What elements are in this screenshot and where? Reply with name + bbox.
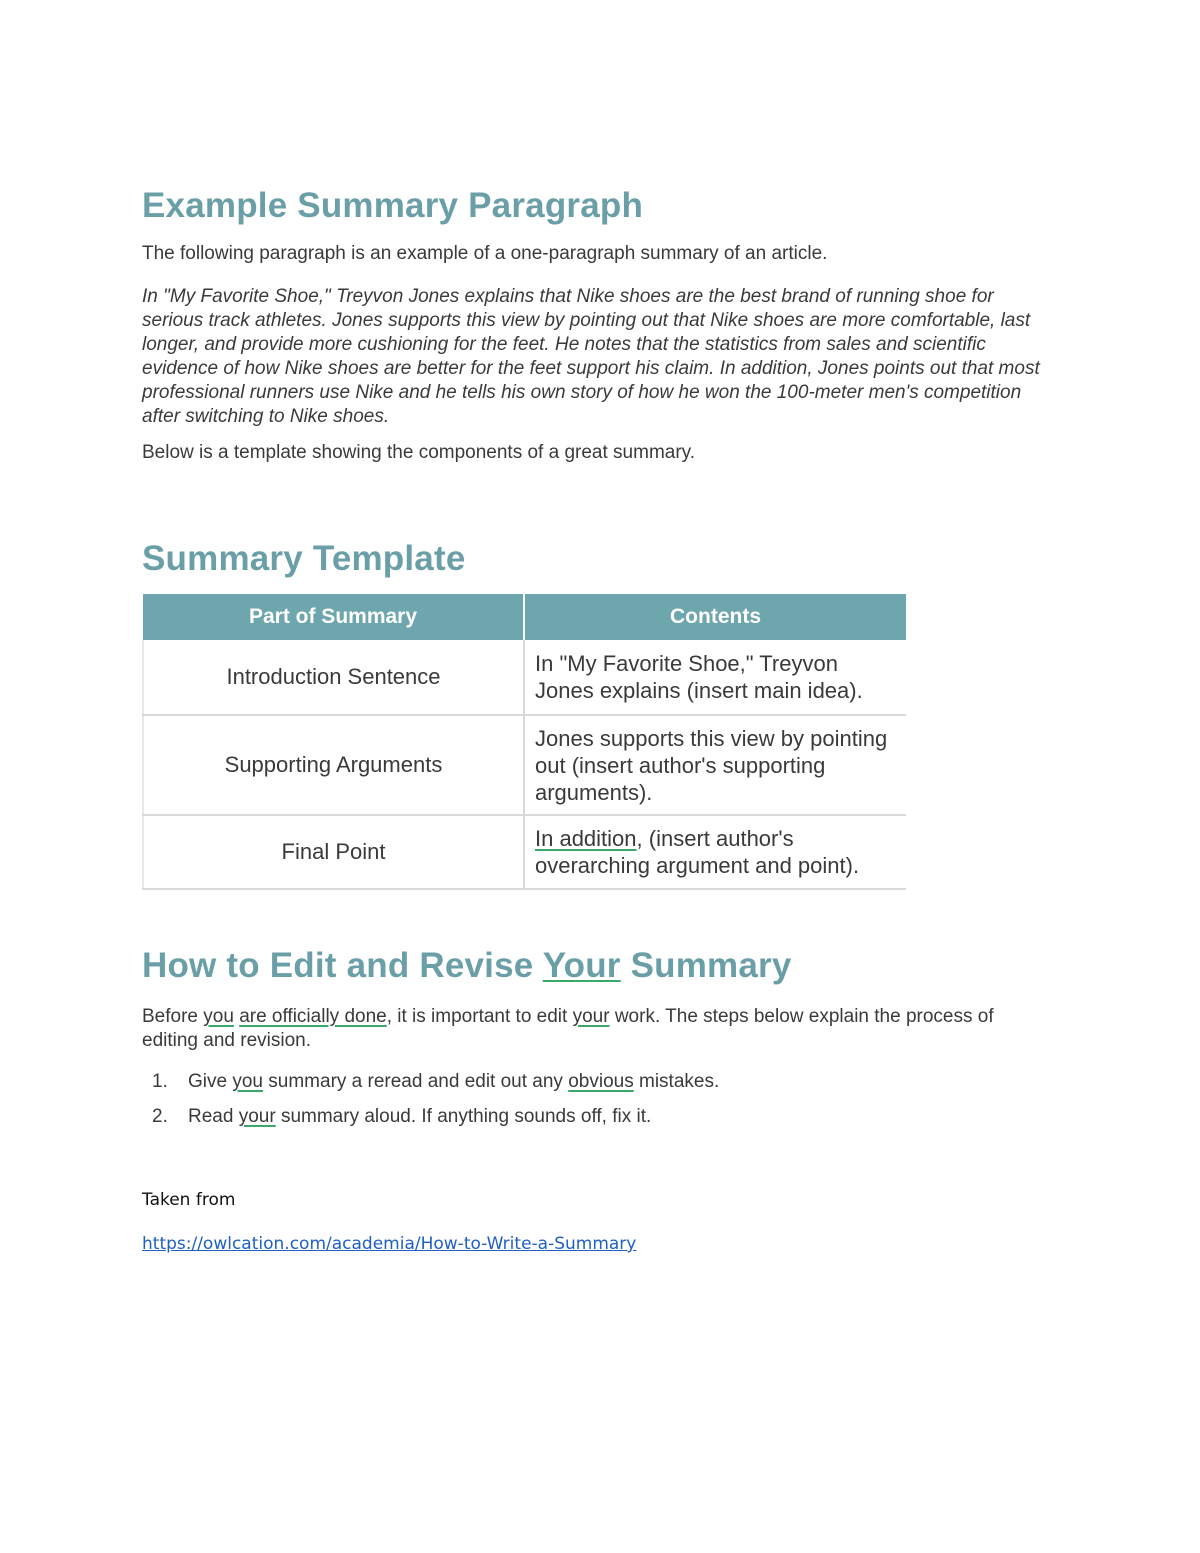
grammar-flagged-text: you xyxy=(203,1006,234,1027)
column-header-part: Part of Summary xyxy=(143,594,524,640)
heading-text: Summary xyxy=(620,946,792,985)
cell-part: Supporting Arguments xyxy=(143,715,524,815)
table-row xyxy=(143,715,906,815)
source-link[interactable]: https://owlcation.com/academia/How-to-Write-a-Summary xyxy=(142,1234,637,1254)
heading-edit-revise xyxy=(142,946,791,986)
grammar-flagged-text: your xyxy=(572,1006,610,1027)
example-summary-paragraph: In "My Favorite Shoe," Treyvon Jones explains that Nike shoes are the best brand of running shoe for serious track athletes. Jones supports this view by pointing out that Nike shoes are more comfortable, last longer, and provide more cushioning for the feet. He notes that the statistics from sales and scientific evidence of how Nike shoes are better for the feet support his claim. In addition, Jones points out that most professional runners use Nike and he tells his own story of how he won the 100-meter men's competition after switching to Nike shoes. xyxy=(142,286,1040,427)
grammar-flagged-text: obvious xyxy=(568,1071,634,1092)
cell-contents xyxy=(524,815,906,889)
table-row xyxy=(143,815,906,889)
edit-steps-list xyxy=(142,1070,719,1140)
cell-part: Final Point xyxy=(143,815,524,889)
intro-paragraph: The following paragraph is an example of a one-paragraph summary of an article. xyxy=(142,243,828,264)
grammar-flagged-text: are officially done xyxy=(239,1006,387,1027)
grammar-flagged-text: Your xyxy=(542,946,621,985)
text-run: mistakes. xyxy=(633,1071,720,1092)
list-number: 2. xyxy=(152,1106,168,1127)
text-run: Give xyxy=(188,1071,233,1092)
summary-template-table xyxy=(142,594,906,890)
list-number: 1. xyxy=(152,1071,168,1092)
text-run: summary aloud. If anything sounds off, fix it. xyxy=(275,1106,652,1127)
column-header-contents: Contents xyxy=(524,594,906,640)
grammar-flagged-text: your xyxy=(238,1106,276,1127)
text-run: Before xyxy=(142,1006,204,1027)
text-run: , it is important to edit xyxy=(386,1006,573,1027)
grammar-flagged-text: you xyxy=(232,1071,263,1092)
grammar-flagged-text: In addition xyxy=(535,826,637,851)
text-run: summary a reread and edit out any xyxy=(263,1071,569,1092)
text-run: Read xyxy=(188,1106,239,1127)
cell-contents: In "My Favorite Shoe," Treyvon Jones explains (insert main idea). xyxy=(524,640,906,715)
heading-summary-template: Summary Template xyxy=(142,539,466,578)
cell-contents-text: , (insert author's overarching argument and point). xyxy=(535,826,860,878)
edit-intro-paragraph xyxy=(142,1005,1052,1053)
heading-text: How to Edit and Revise xyxy=(142,946,543,985)
cell-part: Introduction Sentence xyxy=(143,640,524,715)
table-header-row xyxy=(143,594,906,640)
table-row xyxy=(143,640,906,715)
template-intro-paragraph: Below is a template showing the components of a great summary. xyxy=(142,442,696,463)
text-run: work. The steps below explain the process of editing and revision. xyxy=(142,1006,994,1051)
heading-example-summary: Example Summary Paragraph xyxy=(142,186,644,225)
source-label: Taken from xyxy=(142,1190,236,1210)
list-item xyxy=(142,1105,719,1140)
cell-contents: Jones supports this view by pointing out (insert author's supporting arguments). xyxy=(524,715,906,815)
list-item xyxy=(142,1070,719,1105)
